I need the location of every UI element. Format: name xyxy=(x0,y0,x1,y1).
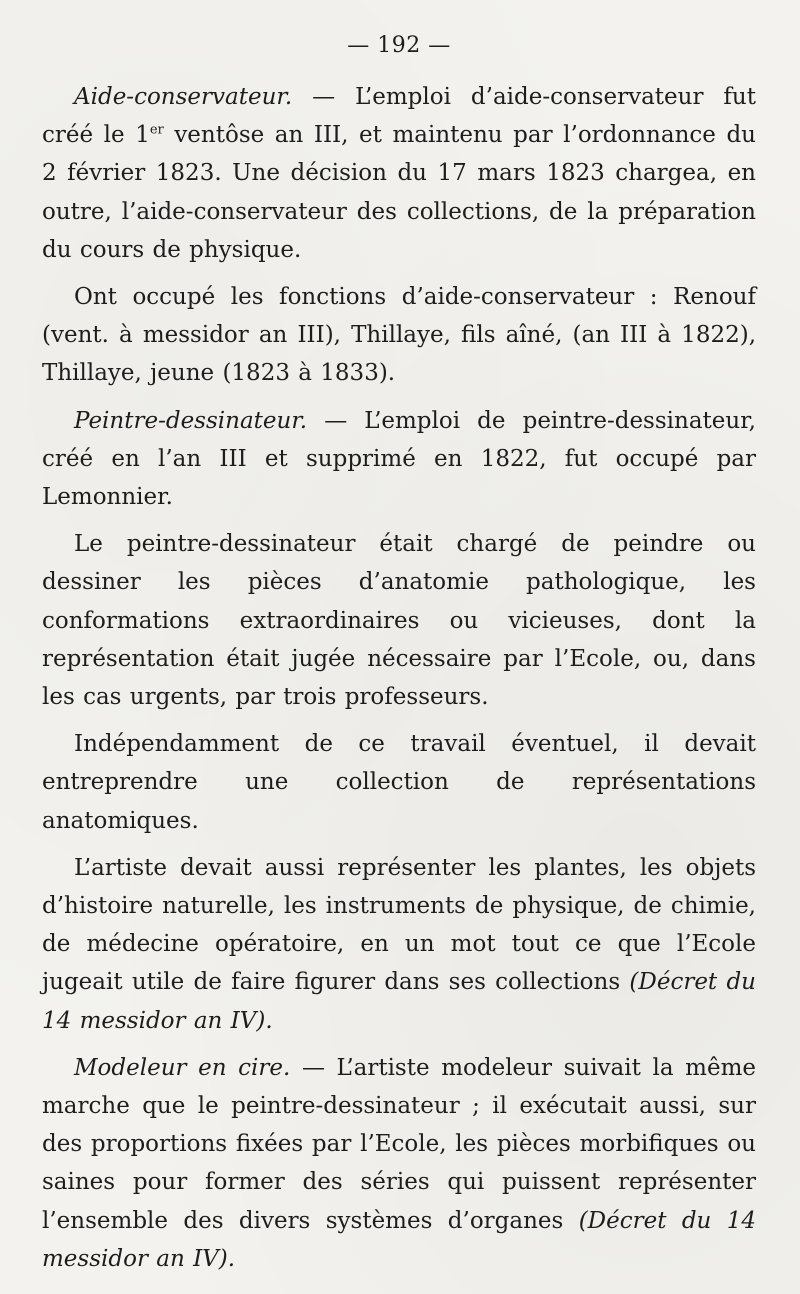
paragraph-peintre-dessinateur xyxy=(42,402,756,517)
page-number: — 192 — xyxy=(347,33,451,58)
section-lead: Modeleur en cire. xyxy=(74,1054,291,1081)
paragraph-text: L’artiste devait aussi représenter les plantes, les objets d’histoire naturelle, les instruments de physique, de chimie, de médecine opératoire, en un mot tout ce que l’Ecole jugeait utile de faire figurer dans ses collections xyxy=(42,854,756,996)
superscript: er xyxy=(149,122,164,138)
paragraph-text: ventôse an III, et maintenu par l’ordonnance du 2 février 1823. Une décision du 17 mars 1823 chargea, en outre, l’aide-conservateur des collections, de la préparation du cours de physique. xyxy=(42,122,756,263)
paragraph-text: — L’emploi de peintre-dessinateur, créé en l’an III et supprimé en 1822, fut occupé par Lemonnier. xyxy=(42,407,756,511)
paragraph-aide-conservateur xyxy=(42,78,756,269)
paragraph-text: Le peintre-dessinateur était chargé de peindre ou dessiner les pièces d’anatomie pathologique, les conformations extraordinaires ou vicieuses, dont la représentation était jugée nécessaire par l’Ecole, ou, dans les cas urgents, par trois professeurs. xyxy=(42,531,756,711)
section-lead: Peintre-dessinateur. xyxy=(74,407,308,434)
paragraph-duties xyxy=(42,525,756,716)
decree-reference: (Décret du 14 messidor an IV). xyxy=(42,1207,756,1272)
paragraph-text: — L’artiste modeleur suivait la même marche que le peintre-dessinateur ; il exécutait aussi, sur des proportions fixées par l’Ecole, les pièces morbifiques ou saines pour former des séries qui puissent représenter l’ensemble des divers systèmes d’organes xyxy=(42,1054,756,1234)
section-lead: Aide-conservateur. xyxy=(74,84,293,110)
paragraph-artiste xyxy=(42,849,756,1040)
paragraph-text: — L’emploi d’aide-conservateur fut créé le 1 xyxy=(42,84,756,149)
paragraph-text: Indépendamment de ce travail éventuel, il devait entreprendre une collection de représentations anatomiques. xyxy=(42,731,756,834)
paragraph-modeleur xyxy=(42,1049,756,1278)
paragraph-collection xyxy=(42,725,756,840)
paragraph-text: Ont occupé les fonctions d’aide-conservateur : Renouf (vent. à messidor an III), Thillaye, fils aîné, (an III à 1822), Thillaye, jeune (1823 à 1833). xyxy=(42,284,756,387)
paragraph-occupants xyxy=(42,278,756,393)
decree-reference: (Décret du 14 messidor an IV). xyxy=(42,969,756,1034)
